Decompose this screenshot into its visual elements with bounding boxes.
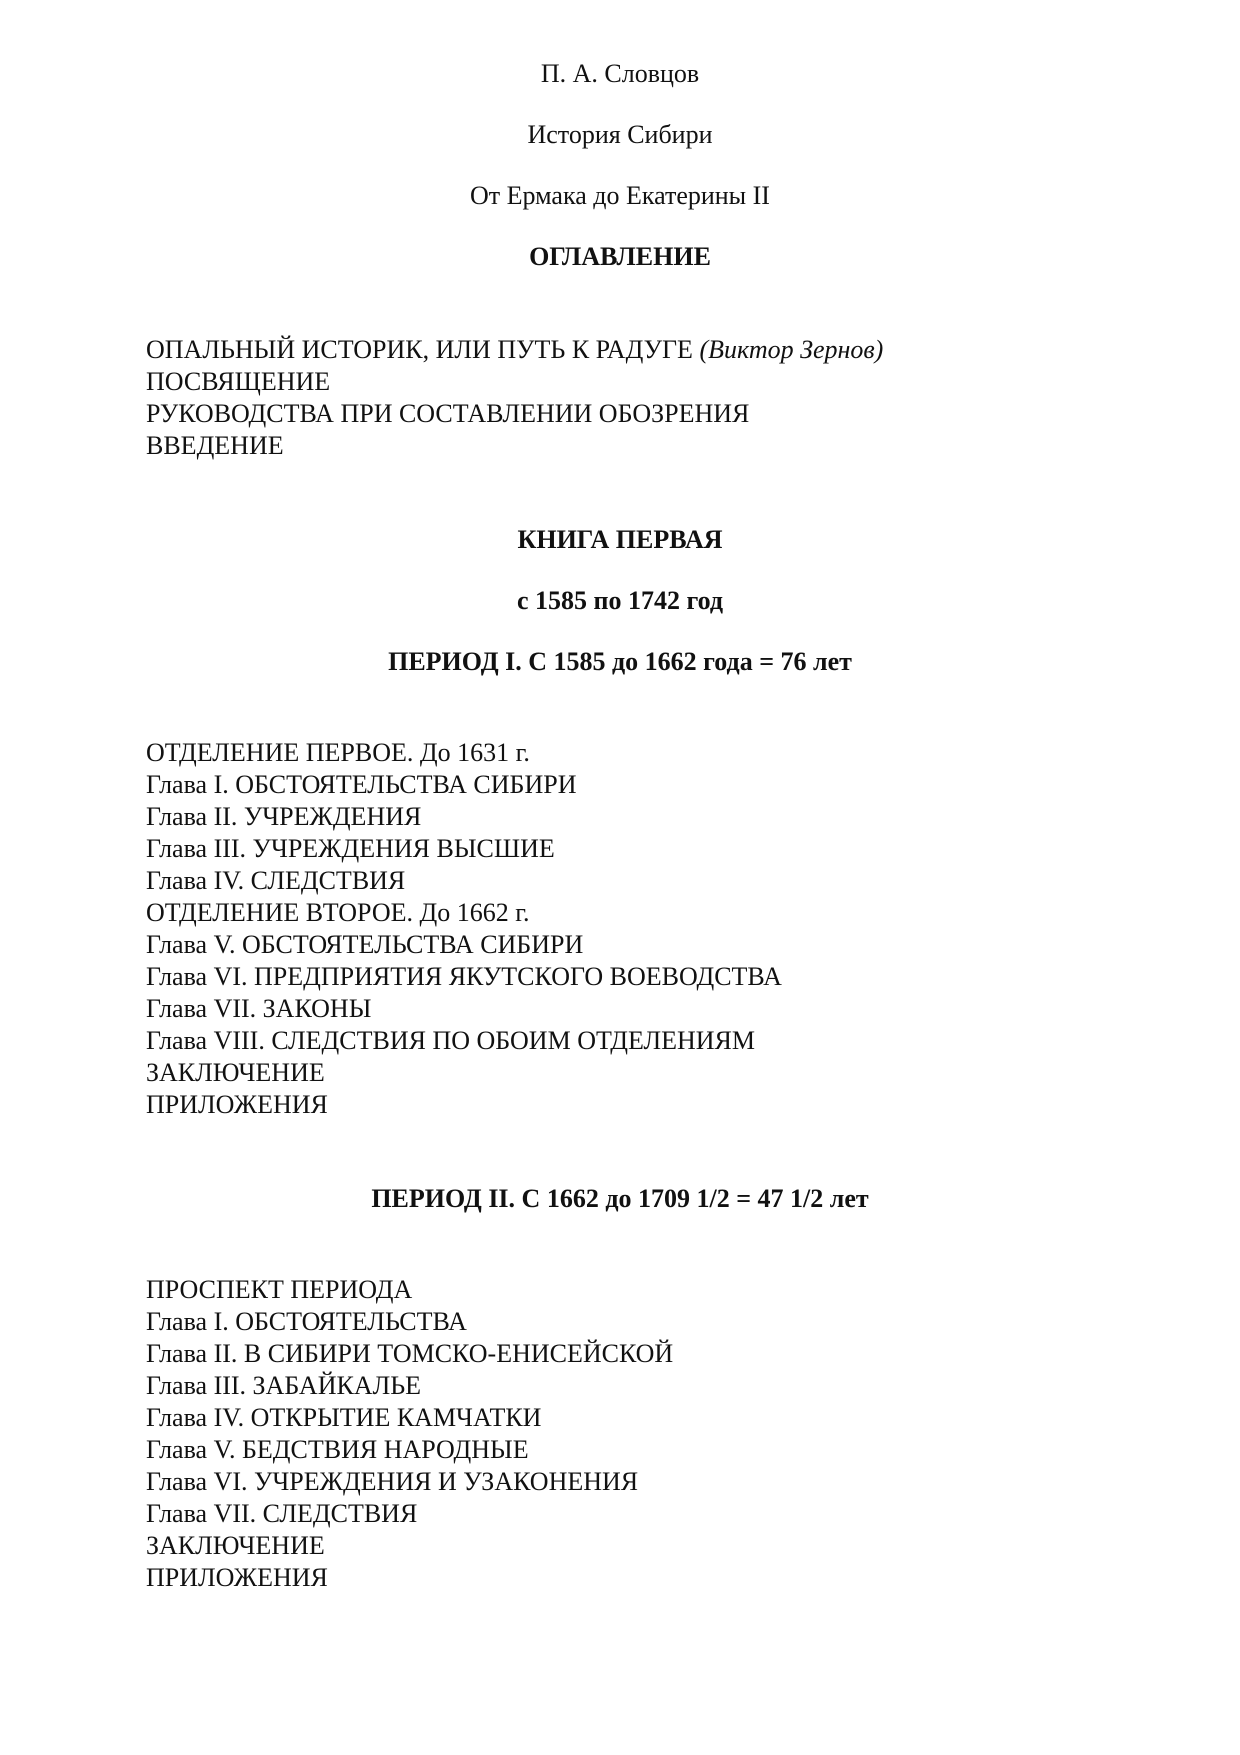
toc-item[interactable]: ПРОСПЕКТ ПЕРИОДА [146, 1275, 413, 1304]
toc-item[interactable]: Глава II. В СИБИРИ ТОМСКО-ЕНИСЕЙСКОЙ [146, 1339, 674, 1368]
toc-item[interactable]: Глава I. ОБСТОЯТЕЛЬСТВА [146, 1307, 467, 1336]
toc-item[interactable]: Глава VII. ЗАКОНЫ [146, 994, 372, 1023]
toc-item[interactable]: Глава III. УЧРЕЖДЕНИЯ ВЫСШИЕ [146, 834, 555, 863]
period-1-list [146, 737, 1146, 1121]
book-part-title: КНИГА ПЕРВАЯ [517, 525, 723, 554]
book-part-years: с 1585 по 1742 год [516, 586, 724, 615]
contents-heading: ОГЛАВЛЕНИЕ [529, 242, 711, 271]
toc-item[interactable]: Глава IV. ОТКРЫТИЕ КАМЧАТКИ [146, 1403, 542, 1432]
toc-item[interactable]: Глава V. ОБСТОЯТЕЛЬСТВА СИБИРИ [146, 930, 584, 959]
toc-item[interactable]: ВВЕДЕНИЕ [146, 431, 284, 460]
period-2-heading: ПЕРИОД II. С 1662 до 1709 1/2 = 47 1/2 лет [371, 1184, 869, 1213]
author-name: П. А. Словцов [540, 59, 700, 88]
toc-item[interactable]: ПРИЛОЖЕНИЯ [146, 1563, 328, 1592]
front-matter-list [146, 334, 1146, 462]
toc-item[interactable]: ОТДЕЛЕНИЕ ВТОРОЕ. До 1662 г. [146, 898, 530, 927]
toc-item[interactable]: Глава I. ОБСТОЯТЕЛЬСТВА СИБИРИ [146, 770, 577, 799]
toc-item[interactable]: Глава IV. СЛЕДСТВИЯ [146, 866, 406, 895]
period-1-heading: ПЕРИОД I. С 1585 до 1662 года = 76 лет [388, 647, 852, 676]
book-subtitle: От Ермака до Екатерины II [470, 181, 770, 210]
toc-item[interactable]: ПРИЛОЖЕНИЯ [146, 1090, 328, 1119]
period-2-list [146, 1274, 1146, 1594]
toc-item[interactable]: Глава VI. ПРЕДПРИЯТИЯ ЯКУТСКОГО ВОЕВОДСТВА [146, 962, 782, 991]
toc-item[interactable]: Глава VI. УЧРЕЖДЕНИЯ И УЗАКОНЕНИЯ [146, 1467, 639, 1496]
toc-item[interactable]: ПОСВЯЩЕНИЕ [146, 367, 331, 396]
toc-item[interactable]: Глава III. ЗАБАЙКАЛЬЕ [146, 1371, 422, 1400]
toc-item[interactable]: Глава II. УЧРЕЖДЕНИЯ [146, 802, 422, 831]
toc-item[interactable]: Глава VII. СЛЕДСТВИЯ [146, 1499, 418, 1528]
toc-item-author-note: (Виктор Зернов) [699, 335, 884, 364]
toc-item[interactable] [146, 334, 1146, 366]
toc-item[interactable]: Глава V. БЕДСТВИЯ НАРОДНЫЕ [146, 1435, 529, 1464]
toc-item[interactable]: РУКОВОДСТВА ПРИ СОСТАВЛЕНИИ ОБОЗРЕНИЯ [146, 399, 750, 428]
toc-item-label: ОПАЛЬНЫЙ ИСТОРИК, ИЛИ ПУТЬ К РАДУГЕ [146, 335, 693, 364]
toc-item[interactable]: ЗАКЛЮЧЕНИЕ [146, 1058, 325, 1087]
toc-item[interactable]: ОТДЕЛЕНИЕ ПЕРВОЕ. До 1631 г. [146, 738, 530, 767]
book-title: История Сибири [527, 120, 713, 149]
toc-item[interactable]: ЗАКЛЮЧЕНИЕ [146, 1531, 325, 1560]
toc-item[interactable]: Глава VIII. СЛЕДСТВИЯ ПО ОБОИМ ОТДЕЛЕНИЯМ [146, 1026, 756, 1055]
